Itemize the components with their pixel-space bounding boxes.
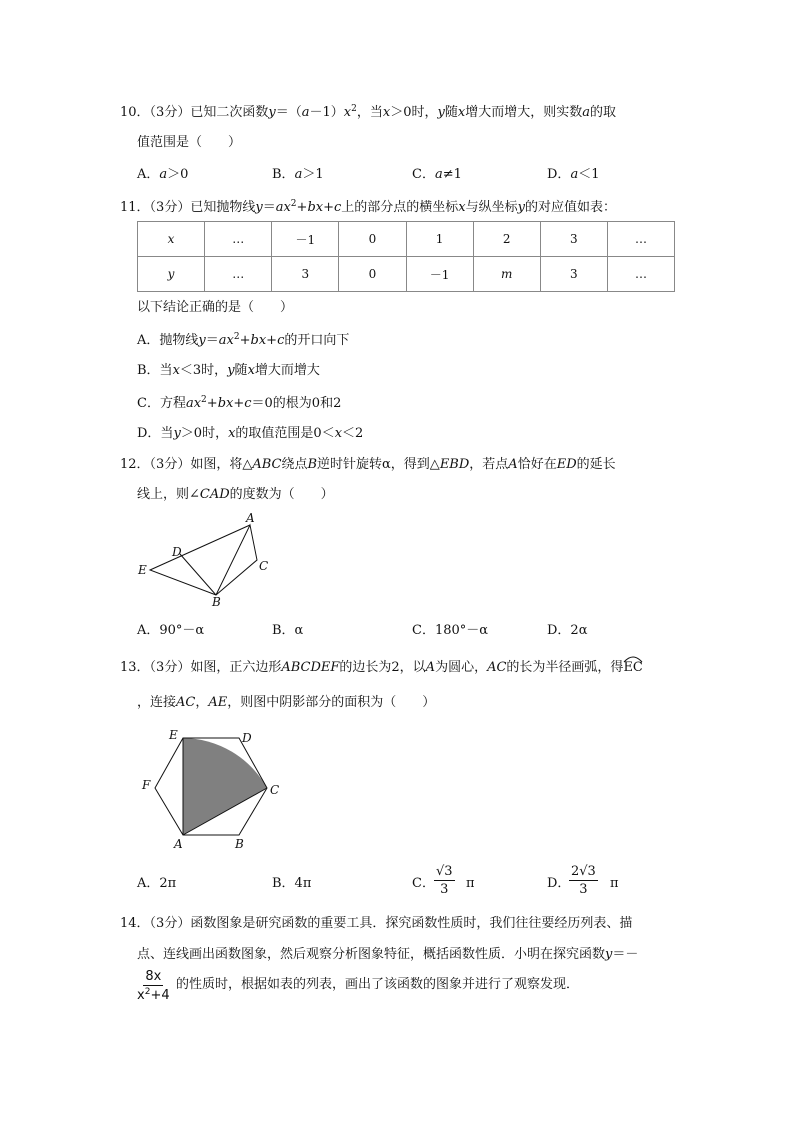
q12-line1: 12．（3分）如图，将△ABC绕点B逆时针旋转α，得到△EBD，若点A恰好在ED的延长 <box>120 457 616 472</box>
fraction-numerator: 2√3 <box>571 864 596 879</box>
figure-label: E <box>169 728 178 742</box>
q11-option-b: B．当x＜3时，y随x增大而增大 <box>137 363 320 378</box>
arc-ec-symbol: EC <box>623 661 642 674</box>
q13-line1: 13．（3分）如图，正六边形ABCDEF的边长为2，以A为圆心，AC的长为半径画弧，得 EC <box>120 661 643 674</box>
q13-option-d-fraction <box>569 865 598 896</box>
q14-line1: 14．（3分）函数图象是研究函数的重要工具．探究函数性质时，我们往往要经历列表、描 <box>120 916 633 931</box>
q14-line2: 点、连线画出函数图象，然后观察分析图象特征，概括函数性质．小明在探究函数y＝－ <box>137 947 639 962</box>
q12-option-c: C．180°－α <box>412 623 489 638</box>
q11-line1: 11．（3分）已知抛物线$y=ax^2+bx+c$上的部分点的横坐标x与纵坐标y的对应值如表： <box>120 199 617 215</box>
q13-line2: ，连接AC，AE，则图中阴影部分的面积为（ ） <box>137 695 436 710</box>
table-row <box>138 257 675 292</box>
q13-option-c-fraction <box>434 865 455 896</box>
q12-line2: 线上，则∠CAD的度数为（ ） <box>137 487 334 502</box>
q13-option-d-prefix: D． <box>547 876 571 891</box>
q14-function-fraction <box>137 970 170 1002</box>
q11-option-d: D．当y＞0时，x的取值范围是0＜x＜2 <box>137 426 364 441</box>
figure-label: C <box>270 783 280 797</box>
table-cell: －1 <box>272 222 339 257</box>
rotation-figure <box>130 510 280 610</box>
table-cell: 0 <box>339 222 406 257</box>
figure-label: D <box>172 545 182 559</box>
q11-prompt: 以下结论正确的是（ ） <box>137 300 294 315</box>
q10-option-d: D．a＜1 <box>547 167 600 182</box>
figure-edge <box>180 554 216 595</box>
fraction-denominator: 3 <box>579 882 588 897</box>
q10-option-b: B．a＞1 <box>272 167 324 182</box>
figure-label: C <box>259 559 269 573</box>
figure-label: D <box>242 731 252 745</box>
q11-option-a: A．抛物线$y=ax^2+bx+c$的开口向下 <box>137 332 350 348</box>
table-cell: 3 <box>540 257 607 292</box>
table-cell: －1 <box>406 257 473 292</box>
q10-line1: 10．（3分）已知二次函数$y=(a-1)x^2$，当x＞0时，y随x增大而增大，则实数a的取 <box>120 104 616 120</box>
table-cell: 0 <box>339 257 406 292</box>
q13-option-b: B．4π <box>272 876 312 891</box>
figure-label: E <box>138 563 147 577</box>
table-cell: x <box>138 222 205 257</box>
q13-option-a: A．2π <box>137 876 177 891</box>
figure-label: B <box>235 837 244 851</box>
q13-option-c-suffix: π <box>466 876 475 891</box>
table-cell: … <box>607 257 674 292</box>
table-cell: 3 <box>540 222 607 257</box>
q13-option-c-prefix: C． <box>412 876 435 891</box>
table-cell: m <box>473 257 540 292</box>
fraction-denominator: $x^2+4$ <box>137 987 170 1003</box>
figure-label: B <box>212 595 221 609</box>
figure-label: F <box>142 778 151 792</box>
shaded-sector <box>183 738 267 835</box>
q14-line3: 的性质时，根据如表的列表，画出了该函数的图象并进行了观察发现． <box>176 977 580 992</box>
figure-label: A <box>246 511 255 525</box>
table-row <box>138 222 675 257</box>
q12-option-a: A．90°－α <box>137 623 205 638</box>
table-cell: … <box>205 257 272 292</box>
q12-option-d: D．2α <box>547 623 588 638</box>
table-cell: … <box>607 222 674 257</box>
fraction-numerator: 8x <box>145 969 162 984</box>
table-cell: … <box>205 222 272 257</box>
fraction-denominator: 3 <box>440 882 449 897</box>
q12-option-b: B．α <box>272 623 304 638</box>
q13-option-d-suffix: π <box>610 876 619 891</box>
figure-label: A <box>174 837 183 851</box>
q10-option-c: C．a≠1 <box>412 167 462 182</box>
figure-edge <box>150 525 257 595</box>
fraction-numerator: √3 <box>436 864 453 879</box>
q11-option-c: C．方程$ax^2+bx+c=0$的根为0和2 <box>137 395 342 411</box>
q10-line2: 值范围是（ ） <box>137 135 242 150</box>
q10-option-a: A．a＞0 <box>137 167 189 182</box>
table-cell: y <box>138 257 205 292</box>
table-cell: 3 <box>272 257 339 292</box>
table-cell: 1 <box>406 222 473 257</box>
table-cell: 2 <box>473 222 540 257</box>
value-table <box>137 221 675 292</box>
hexagon-figure <box>138 728 288 853</box>
